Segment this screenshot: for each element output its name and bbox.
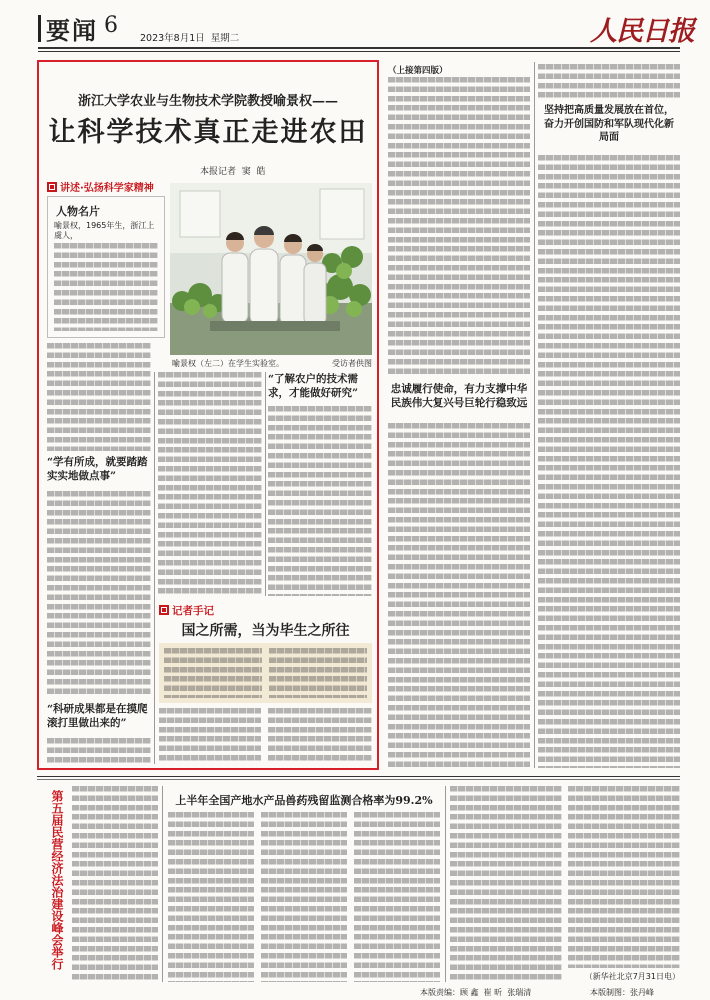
body-text-block [268, 406, 372, 596]
notebook-text-block [164, 648, 262, 698]
issue-date: 2023年8月1日 星期二 [140, 33, 240, 44]
feature-subhead-3: “科研成果都是在摸爬滚打里做出来的” [47, 703, 148, 730]
newspaper-logo: 人民日报 [590, 16, 694, 47]
profile-text [54, 243, 158, 331]
notebook-headline: 国之所需，当为毕生之所往 [181, 623, 350, 639]
feature-subhead-1: “学有所成，就要踏踏实实地做点事” [47, 456, 148, 483]
notebook-tag-label: 记者手记 [172, 605, 214, 617]
column-rule [265, 372, 266, 596]
notebook-tag-icon [159, 605, 169, 615]
column-tag [47, 179, 154, 194]
xinhua-subhead-2: 坚持把高质量发展放在首位，奋力开创国防和军队现代化新局面 [544, 105, 674, 143]
body-text-block [47, 738, 151, 766]
profile-heading: 人物名片 [56, 205, 100, 218]
column-tag-label: 讲述·弘扬科学家精神 [60, 183, 154, 194]
body-text-block [388, 77, 530, 377]
body-text-block [159, 708, 261, 764]
photo-credit: 受访者供图 [332, 359, 372, 368]
page-number: 6 [104, 13, 118, 38]
column-rule [445, 786, 446, 982]
body-text-block [388, 423, 530, 768]
column-rule [162, 786, 163, 982]
body-text-block [168, 812, 254, 982]
notebook-tag [159, 603, 214, 618]
notebook-text-block [269, 648, 367, 698]
body-text-block [158, 372, 262, 596]
xinhua-dateline-end: （新华社北京7月31日电） [584, 972, 680, 981]
brief-left-headline: 第五届民营经济法治建设峰会举行 [50, 790, 64, 970]
body-text-block [72, 786, 158, 982]
section-title: 要闻 [46, 16, 98, 45]
profile-card [47, 196, 165, 338]
lab-photo-illustration [170, 183, 372, 355]
column-tag-icon [47, 182, 57, 192]
brief-middle-headline: 上半年全国产地水产品兽药残留监测合格率为99.2% [175, 794, 433, 807]
section-bar [38, 15, 41, 42]
body-text-block [450, 786, 562, 982]
photo-caption: 喻景权（左二）在学生实验室。 [172, 359, 284, 368]
footer-graphics: 本版制图：张丹峰 [590, 988, 654, 997]
body-text-block [268, 708, 372, 764]
body-text-block [261, 812, 347, 982]
masthead-rule [38, 47, 680, 49]
notebook-shaded-box [159, 643, 372, 703]
profile-lead: 喻景权，1965年生，浙江上虞人， [54, 221, 155, 240]
feature-byline: 本报记者 窦 皓 [200, 167, 266, 177]
feature-subhead-2: “了解农户的技术需求，才能做好研究” [268, 373, 359, 400]
masthead-rule-thin [38, 51, 680, 52]
feature-kicker: 浙江大学农业与生物技术学院教授喻景权—— [77, 94, 338, 109]
feature-headline: 让科学技术真正走进农田 [48, 117, 368, 148]
bottom-band-rule [37, 776, 680, 777]
body-text-block [47, 343, 151, 451]
body-text-block [568, 786, 680, 968]
bottom-band-rule-thin [37, 779, 680, 780]
xinhua-subhead-1: 忠诚履行使命，有力支撑中华民族伟大复兴号巨轮行稳致远 [390, 383, 528, 410]
continued-from-label: （上接第四版） [388, 66, 448, 76]
column-rule [154, 372, 155, 764]
column-rule [534, 62, 535, 768]
body-text-block [47, 491, 151, 698]
feature-photo [170, 183, 372, 355]
body-text-block [354, 812, 440, 982]
body-text-block [538, 64, 680, 100]
body-text-block [538, 155, 680, 768]
footer-editors: 本版责编：顾 鑫 崔 昕 张瑞清 [420, 988, 532, 997]
